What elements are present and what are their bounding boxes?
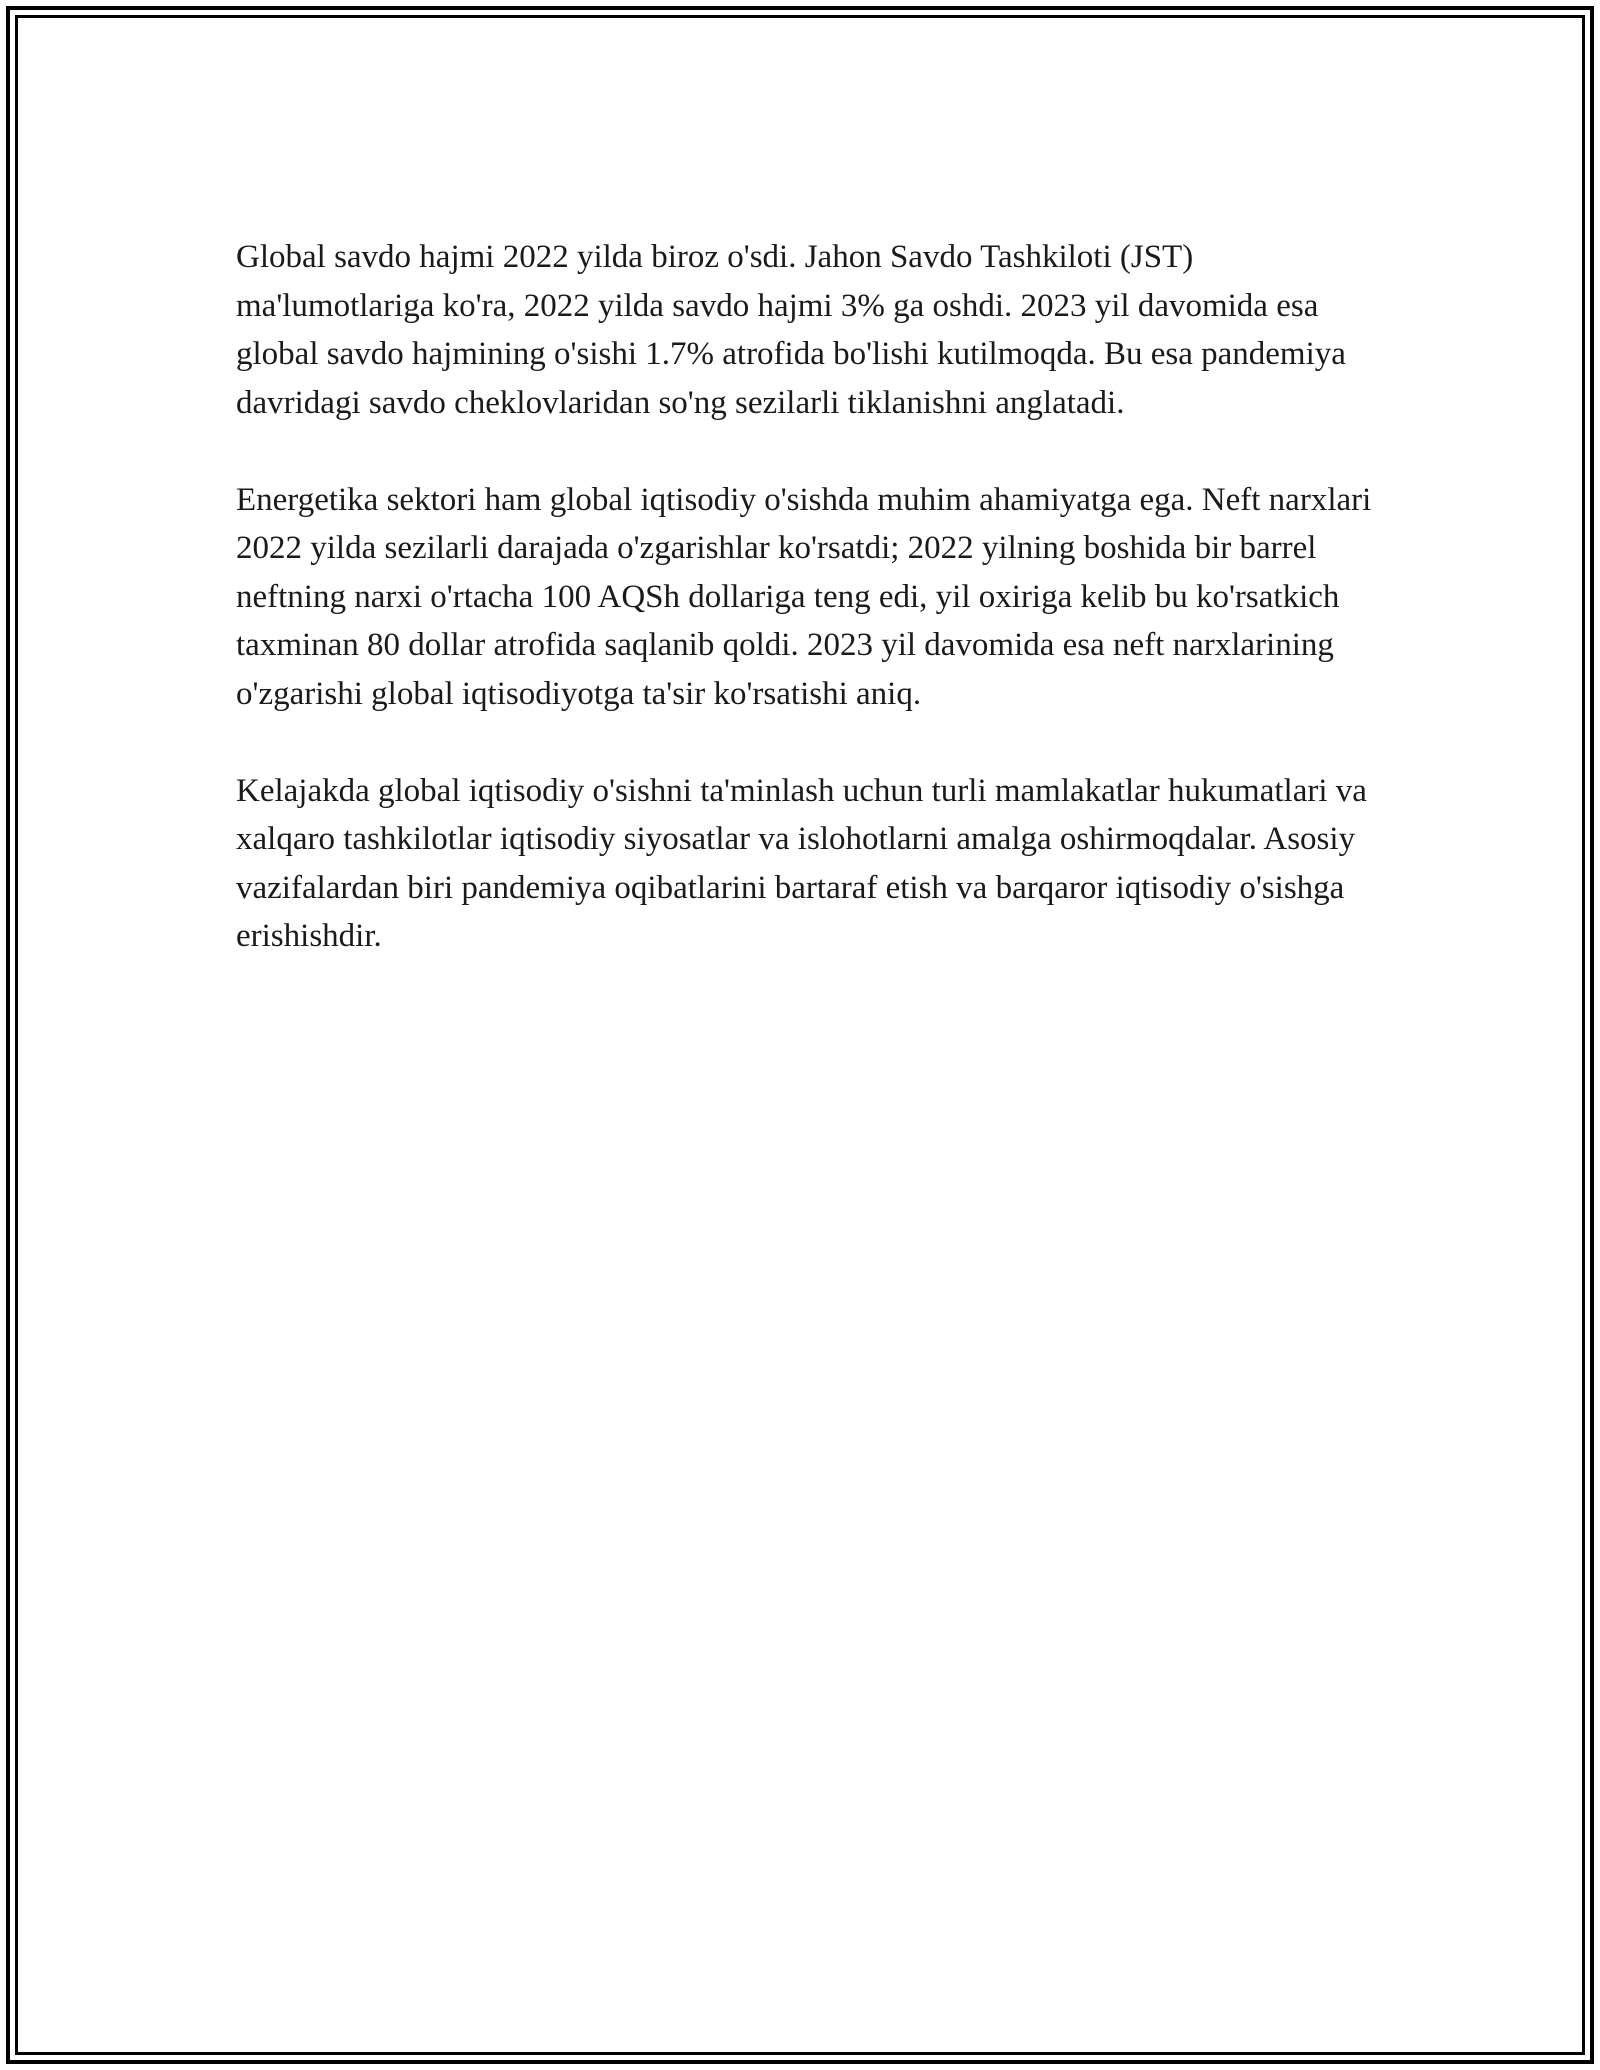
paragraph-future-growth: Kelajakda global iqtisodiy o'sishni ta'minlash uchun turli mamlakatlar hukumatlari va xalqaro tashkilotlar iqtisodiy siyosatlar va islohotlarni amalga oshirmoqdalar. Asosiy vazifalardan biri pandemiya oqibatlarini bartaraf etish va barqaror iqtisodiy o'sishga erishishdir. [236,772,1367,954]
paragraph-energy-sector: Energetika sektori ham global iqtisodiy o'sishda muhim ahamiyatga ega. Neft narxlari 2022 yilda sezilarli darajada o'zgarishlar ko'rsatdi; 2022 yilning boshida bir barrel neftning narxi o'rtacha 100 AQSh dollariga teng edi, yil oxiriga kelib bu ko'rsatkich taxminan 80 dollar atrofida saqlanib qoldi. 2023 yil davomida esa neft narxlarining o'zgarishi global iqtisodiyotga ta'sir ko'rsatishi aniq. [236,481,1372,712]
document-body [236,233,1396,1009]
paragraph-global-trade: Global savdo hajmi 2022 yilda biroz o'sdi. Jahon Savdo Tashkiloti (JST) ma'lumotlariga ko'ra, 2022 yilda savdo hajmi 3% ga oshdi. 2023 yil davomida esa global savdo hajmining o'sishi 1.7% atrofida bo'lishi kutilmoqda. Bu esa pandemiya davridagi savdo cheklovlaridan so'ng sezilarli tiklanishni anglatadi. [236,239,1346,421]
